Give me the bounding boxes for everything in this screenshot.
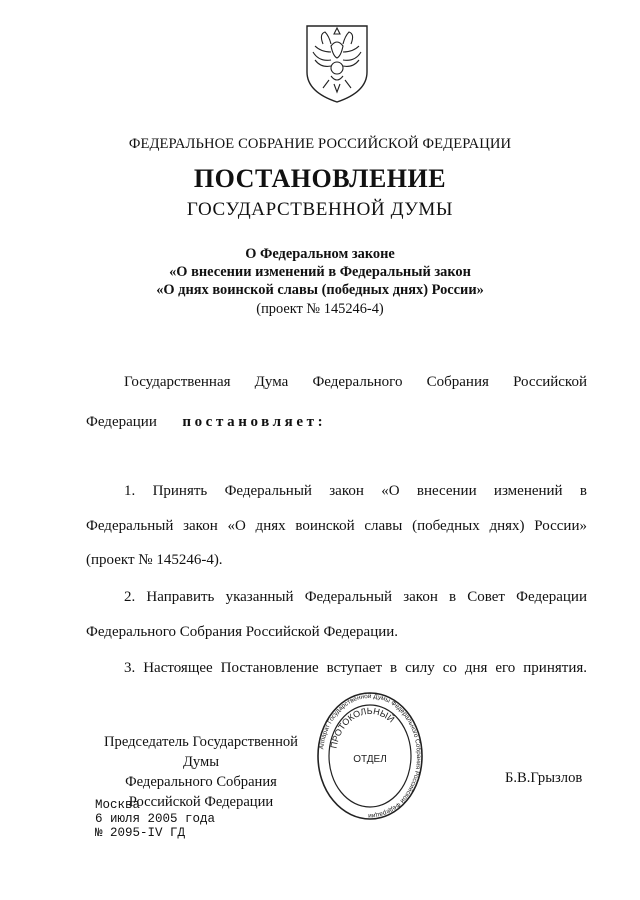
preamble-line-1: Государственная Дума Федерального Собрания Российской — [124, 374, 587, 390]
signatory-title-line-2: Федерального Собрания — [125, 774, 277, 790]
subject-line-1: О Федеральном законе — [245, 246, 395, 262]
item-1-line-3: (проект № 145246-4). — [86, 552, 223, 568]
official-stamp — [316, 690, 424, 822]
preamble-line-2 — [86, 412, 587, 432]
stamp-inner-text: ПРОТОКОЛЬНЫЙ — [328, 705, 397, 750]
organization-title: ФЕДЕРАЛЬНОЕ СОБРАНИЕ РОССИЙСКОЙ ФЕДЕРАЦИИ — [128, 136, 512, 152]
document-type: ПОСТАНОВЛЕНИЕ — [193, 164, 447, 193]
decree-verb: постановляет: — [182, 414, 327, 430]
signatory-name: Б.В.Грызлов — [505, 770, 583, 786]
issue-city: Москва — [95, 798, 141, 812]
subject-line-2: «О внесении изменений в Федеральный закон — [169, 264, 471, 280]
signatory-title-line-3: Российской Федерации — [128, 794, 274, 810]
subject-line-3: «О днях воинской славы (победных днях) России» — [156, 282, 484, 298]
item-3-line-1: 3. Настоящее Постановление вступает в силу со дня его принятия. — [124, 660, 587, 676]
document-subtype: ГОСУДАРСТВЕННОЙ ДУМЫ — [186, 199, 454, 220]
bill-number: (проект № 145246-4) — [256, 301, 384, 317]
item-2-line-1: 2. Направить указанный Федеральный закон в Совет Федерации — [124, 589, 587, 605]
signatory-title-line-1: Председатель Государственной Думы — [104, 734, 298, 770]
stamp-outer-text: Аппарат Государственной Думы Федерального Собрания Российской Федерации — [318, 692, 423, 820]
issue-details — [95, 798, 215, 840]
item-2-line-2: Федерального Собрания Российской Федерации. — [86, 624, 399, 640]
item-1-line-1: 1. Принять Федеральный закон «О внесении изменений в — [124, 483, 587, 499]
item-1-line-2: Федеральный закон «О днях воинской славы (победных днях) России» — [86, 518, 587, 534]
document-number: № 2095-IV ГД — [95, 826, 186, 840]
issue-date: 6 июля 2005 года — [95, 812, 216, 826]
stamp-center-text: ОТДЕЛ — [353, 754, 387, 765]
preamble-subject: Федерации — [86, 414, 157, 430]
coat-of-arms-emblem — [301, 22, 373, 106]
